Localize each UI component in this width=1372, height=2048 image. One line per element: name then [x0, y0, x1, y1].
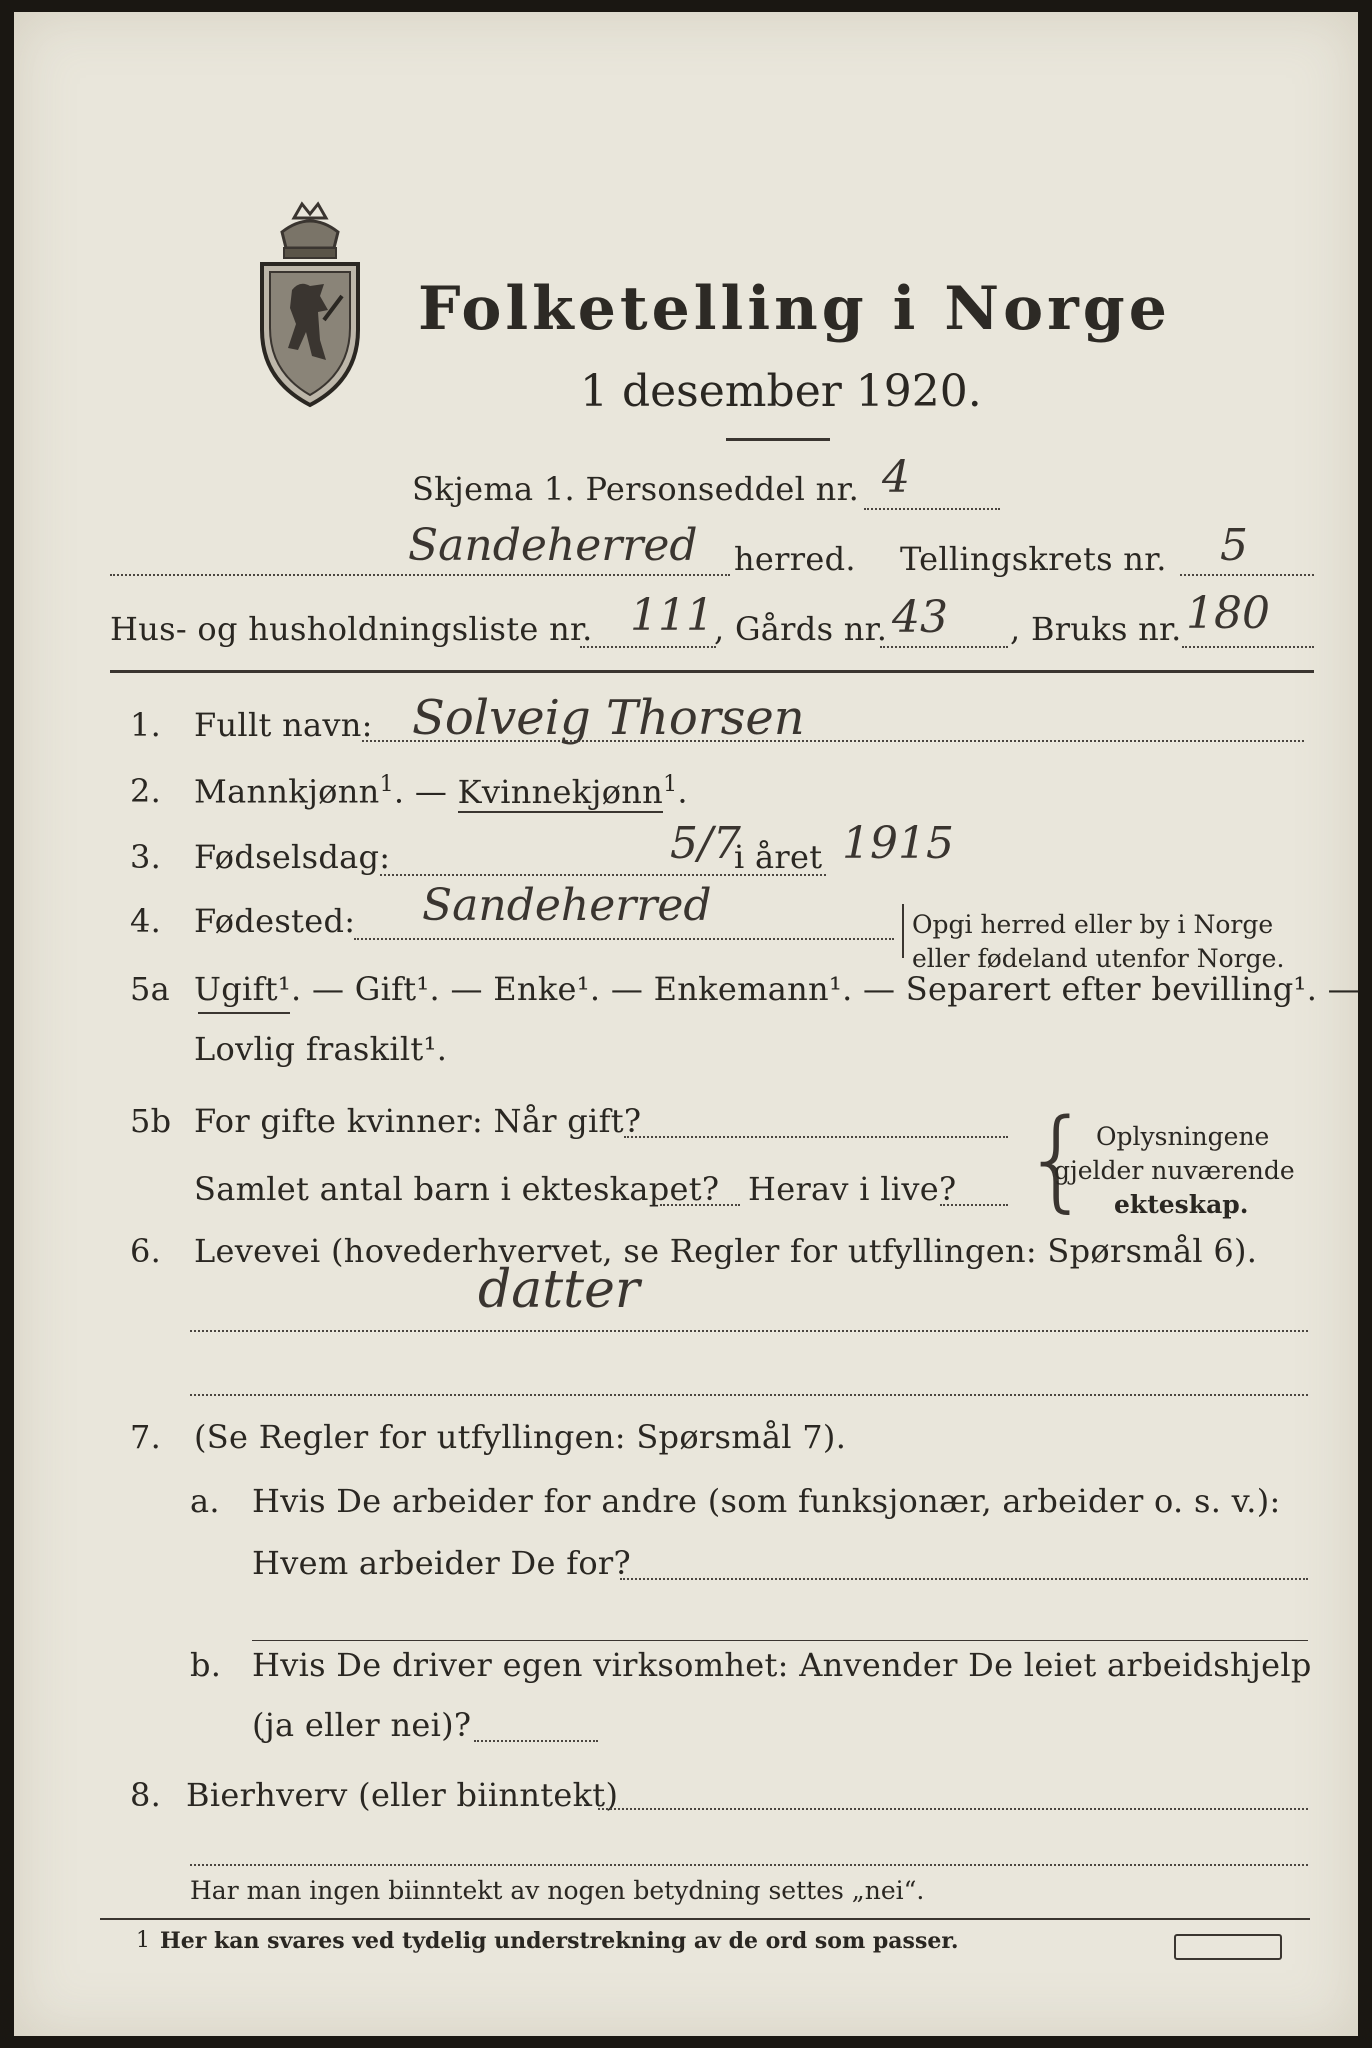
husholdningsliste-label: Hus- og husholdningsliste nr. [110, 610, 593, 648]
q4-number: 4. [130, 902, 162, 940]
occupation-value[interactable]: datter [478, 1260, 640, 1320]
footer-divider [100, 1918, 1310, 1920]
q4-note-brace [902, 904, 907, 958]
tellingskrets-label: Tellingskrets nr. [900, 540, 1167, 578]
q7a-number: a. [190, 1482, 220, 1520]
q5b-note-brace: { [1022, 1095, 1092, 1223]
birthplace-value[interactable]: Sandeherred [422, 880, 712, 931]
form-title: Folketelling i Norge [418, 274, 1171, 344]
year-label: i året [734, 838, 823, 876]
birth-year-value[interactable]: 1915 [842, 818, 954, 869]
marital-status-options[interactable]: Ugift¹. — Gift¹. — Enke¹. — Enkemann¹. — Separert efter bevilling¹. — [194, 970, 1360, 1008]
q7b-line2: (ja eller nei)? [252, 1706, 472, 1744]
herred-field-line [110, 574, 730, 576]
header-divider [110, 670, 1314, 673]
children-field-line [660, 1204, 740, 1206]
ugift-underline [198, 1012, 290, 1014]
herred-label: herred. [734, 540, 856, 578]
q7b-line1: Hvis De driver egen virksomhet: Anvender De leiet arbeidshjelp [252, 1646, 1312, 1684]
footnote-text: Her kan svares ved tydelig understrekning av de ord som passer. [160, 1928, 959, 1954]
q7b-number: b. [190, 1646, 222, 1684]
q5b-note-line1: Oplysningene [1096, 1122, 1270, 1151]
q3-number: 3. [130, 838, 162, 876]
gards-label: , Gårds nr. [714, 610, 888, 648]
printer-stamp [1174, 1934, 1282, 1960]
bruks-field-line [1182, 646, 1314, 648]
q8-label: Bierhverv (eller biinntekt) [186, 1776, 619, 1814]
q5a-number: 5a [130, 970, 171, 1008]
gards-value[interactable]: 43 [892, 592, 948, 643]
gards-field-line [880, 646, 1008, 648]
q5b-note-line2: gjelder nuværende [1054, 1156, 1295, 1185]
title-divider [726, 438, 830, 441]
side-income-field-line-1 [598, 1808, 1308, 1810]
side-income-field-line-2 [190, 1864, 1308, 1866]
norwegian-coat-of-arms-icon [254, 200, 366, 410]
q2-options: Mannkjønn$^1$. — Kvinnekjønn$^1$. [194, 772, 688, 811]
q6-label: Levevei (hovederhvervet, se Regler for utfyllingen: Spørsmål 6). [194, 1232, 1258, 1270]
footnote-mark: 1 [136, 1928, 150, 1953]
q8-note: Har man ingen biinntekt av nogen betydning settes „nei“. [190, 1876, 925, 1905]
employer-field-line-2 [252, 1640, 1308, 1641]
personseddel-field-line [864, 508, 1000, 510]
full-name-value[interactable]: Solveig Thorsen [412, 690, 805, 746]
q7-number: 7. [130, 1418, 162, 1456]
herred-value[interactable]: Sandeherred [408, 520, 698, 571]
q1-label: Fullt navn: [194, 706, 373, 744]
q5b-note-line3: ekteskap. [1114, 1190, 1249, 1219]
q5b-line1: For gifte kvinner: Når gift? [194, 1102, 642, 1140]
q7-label: (Se Regler for utfyllingen: Spørsmål 7). [194, 1418, 847, 1456]
mannkjonn-option[interactable]: Mannkjønn [194, 772, 380, 811]
tellingskrets-value[interactable]: 5 [1220, 520, 1248, 571]
husholdningsliste-field-line [580, 646, 716, 648]
married-date-field-line [624, 1136, 1008, 1138]
q5b-number: 5b [130, 1102, 172, 1140]
q7a-line2: Hvem arbeider De for? [252, 1544, 631, 1582]
occupation-field-line-2 [190, 1394, 1308, 1396]
q3-label: Fødselsdag: [194, 838, 391, 876]
employer-field-line-1 [620, 1578, 1308, 1580]
q4-note-line2: eller fødeland utenfor Norge. [912, 944, 1285, 973]
q5b-alive-label: Herav i live? [748, 1170, 957, 1208]
q4-label: Fødested: [194, 902, 356, 940]
census-date: 1 desember 1920. [580, 366, 982, 417]
husholdningsliste-value[interactable]: 111 [630, 590, 714, 641]
kvinnekjonn-option[interactable]: Kvinnekjønn [457, 772, 664, 811]
skjema-label: Skjema 1. Personseddel nr. [412, 470, 860, 508]
q1-number: 1. [130, 706, 162, 744]
census-form-sheet [14, 12, 1358, 2036]
q7a-line1: Hvis De arbeider for andre (som funksjonær, arbeider o. s. v.): [252, 1482, 1281, 1520]
birthday-value[interactable]: 5/7 [670, 818, 741, 869]
personseddel-number[interactable]: 4 [882, 452, 910, 503]
occupation-field-line-1 [190, 1330, 1308, 1332]
q2-number: 2. [130, 772, 162, 810]
q5b-children-label: Samlet antal barn i ekteskapet? [194, 1170, 720, 1208]
q6-number: 6. [130, 1232, 162, 1270]
alive-field-line [940, 1204, 1008, 1206]
bruks-value[interactable]: 180 [1186, 588, 1270, 639]
tellingskrets-field-line [1180, 574, 1314, 576]
q8-number: 8. [130, 1776, 162, 1814]
hired-help-field-line [474, 1740, 598, 1742]
q4-note-line1: Opgi herred eller by i Norge [912, 910, 1274, 939]
birthplace-field-line [354, 938, 894, 940]
marital-status-options-cont[interactable]: Lovlig fraskilt¹. [194, 1030, 448, 1068]
bruks-label: , Bruks nr. [1010, 610, 1182, 648]
